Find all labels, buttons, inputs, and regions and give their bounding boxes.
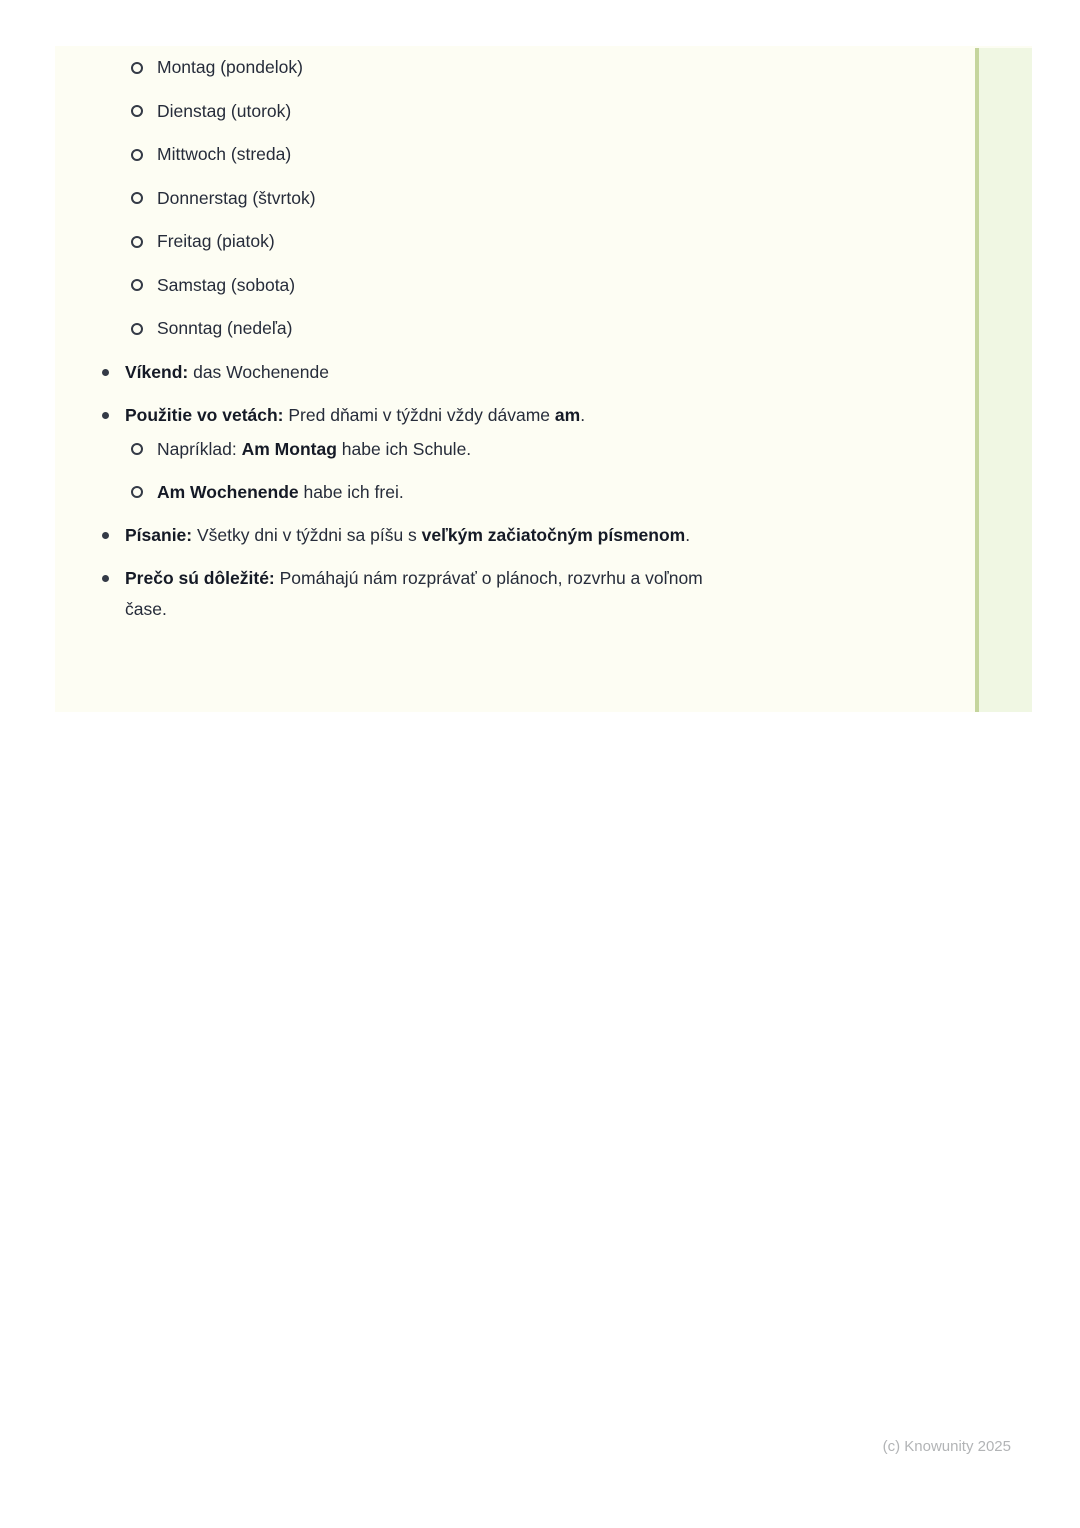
bold-word: am xyxy=(554,404,581,425)
bold-phrase: Am Montag xyxy=(241,438,337,459)
term-label: Použitie vo vetách: xyxy=(125,404,284,425)
notes-list xyxy=(55,357,902,625)
list-item-montag xyxy=(55,52,902,83)
day-label: Mittwoch (streda) xyxy=(157,144,292,164)
text-segment: . xyxy=(580,404,586,425)
copyright-footer: (c) Knowunity 2025 xyxy=(882,1438,1011,1455)
list-item-vikend xyxy=(55,357,902,388)
day-label: Dienstag (utorok) xyxy=(157,100,292,121)
text-segment: Pred dňami v týždni vždy dávame xyxy=(283,404,555,425)
list-item-mittwoch xyxy=(55,139,902,170)
notes-content xyxy=(55,52,902,637)
list-item-donnerstag xyxy=(55,183,902,214)
day-label: Samstag (sobota) xyxy=(157,274,296,295)
text-segment: . xyxy=(685,524,691,545)
list-item-preco xyxy=(55,563,902,625)
text-segment: čase. xyxy=(125,598,167,619)
text-segment: das Wochenende xyxy=(188,361,329,382)
bold-phrase: Am Wochenende xyxy=(157,481,299,502)
examples-list xyxy=(125,434,902,508)
weekdays-list xyxy=(55,52,902,344)
text-segment: Pomáhajú nám rozprávať o plánoch, rozvrhu a voľnom xyxy=(274,567,703,588)
day-label: Sonntag (nedeľa) xyxy=(157,318,293,338)
text-segment: Všetky dni v týždni sa píšu s xyxy=(192,524,422,545)
term-label: Prečo sú dôležité: xyxy=(125,567,275,588)
list-item-napriklad xyxy=(125,434,902,465)
day-label: Montag (pondelok) xyxy=(157,57,303,77)
list-item-sonntag xyxy=(55,313,902,344)
text-segment: Napríklad: xyxy=(157,438,242,459)
list-item-pisanie xyxy=(55,520,902,551)
list-item-am-wochenende xyxy=(125,477,902,508)
term-label: Písanie: xyxy=(125,524,193,545)
day-label: Freitag (piatok) xyxy=(157,231,275,251)
text-segment: habe ich frei. xyxy=(298,481,404,502)
bold-phrase: veľkým začiatočným písmenom xyxy=(421,524,686,545)
day-label: Donnerstag (štvrtok) xyxy=(157,187,316,208)
highlight-stripe xyxy=(975,48,1032,712)
list-item-pouzitie xyxy=(55,400,902,508)
term-label: Víkend: xyxy=(125,361,189,382)
notes-card xyxy=(55,46,1032,712)
list-item-freitag xyxy=(55,226,902,257)
list-item-samstag xyxy=(55,270,902,301)
list-item-dienstag xyxy=(55,96,902,127)
text-segment: habe ich Schule. xyxy=(336,438,472,459)
